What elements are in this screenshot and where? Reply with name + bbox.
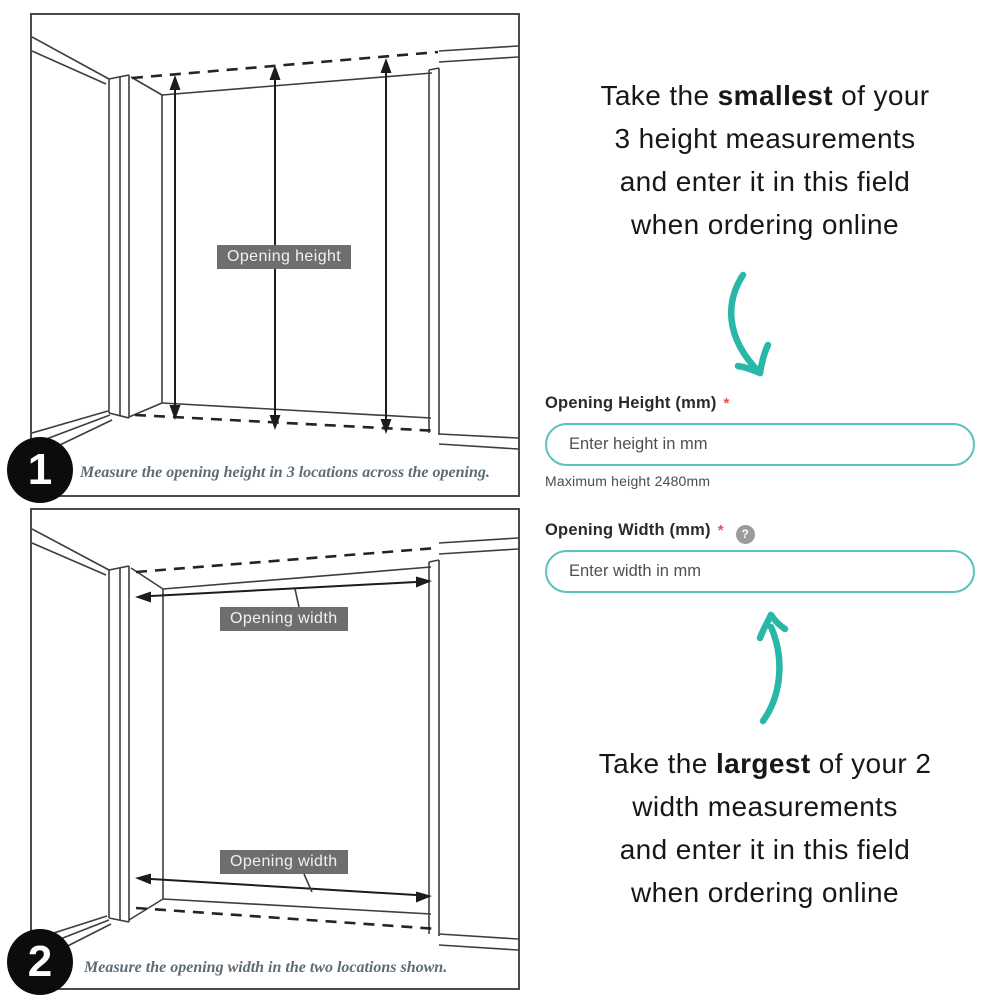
opening-width-badge-bottom: Opening width [220, 850, 348, 874]
instruction-line: 3 height measurements [614, 123, 916, 154]
instruction-line: when ordering online [631, 209, 899, 240]
instruction-line: Take the largest of your 2 [598, 748, 932, 779]
diagram-step-1-panel [27, 13, 520, 497]
opening-height-field-label [545, 394, 730, 413]
opening-width-diagram [32, 510, 518, 988]
help-icon[interactable]: ? [736, 525, 755, 544]
height-required-asterisk: * [723, 395, 730, 412]
height-label-text: Opening Height (mm) [545, 394, 717, 412]
step-2-number: 2 [27, 937, 53, 986]
step-1-number: 1 [27, 445, 53, 494]
instruction-line: when ordering online [631, 877, 899, 908]
instruction-text-height [535, 74, 995, 246]
instruction-line: width measurements [632, 791, 898, 822]
instruction-line: and enter it in this field [619, 834, 911, 865]
instruction-text-width [535, 742, 995, 914]
step-1-caption: Measure the opening height in 3 locations across the opening. [80, 464, 490, 481]
step-2-caption: Measure the opening width in the two locations shown. [84, 959, 448, 976]
instruction-line: Take the smallest of your [600, 80, 930, 111]
diagram-step-2-panel [27, 508, 520, 990]
curved-arrow-down-icon [713, 263, 783, 385]
opening-width-badge-top: Opening width [220, 607, 348, 631]
opening-height-input[interactable] [545, 423, 975, 466]
width-label-text: Opening Width (mm) [545, 521, 711, 539]
curved-arrow-up-icon [743, 603, 803, 725]
step-2-marker [7, 929, 73, 995]
opening-width-input[interactable] [545, 550, 975, 593]
opening-width-field-label [545, 521, 755, 544]
opening-height-badge: Opening height [217, 245, 351, 269]
step-1-marker [7, 437, 73, 503]
width-required-asterisk: * [717, 522, 724, 539]
height-helper-text: Maximum height 2480mm [545, 473, 711, 489]
instruction-line: and enter it in this field [619, 166, 911, 197]
